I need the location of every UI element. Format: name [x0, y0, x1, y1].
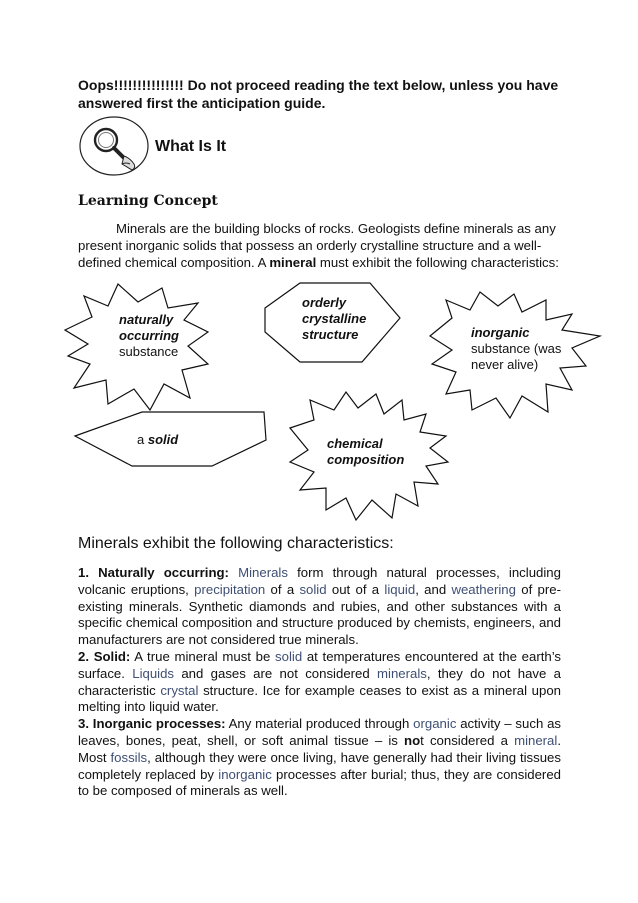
naturally-line1: naturally	[119, 312, 174, 327]
chemical-line1: chemical	[327, 436, 383, 451]
naturally-line2: occurring	[119, 328, 179, 343]
chemical-line2: composition	[327, 452, 405, 467]
characteristics-heading: Minerals exhibit the following characteristics:	[78, 535, 394, 552]
intro-paragraph: Minerals are the building blocks of rocks. Geologists define minerals as any present inorganic solids that possess an orderly crystalline structure and a well-defined chemical composition. A mineral must exhibit the following characteristics:	[78, 221, 559, 270]
inorganic-line1: inorganic	[471, 325, 530, 340]
naturally-occurring-label	[119, 312, 179, 360]
solid-label: a solid	[137, 432, 179, 447]
orderly-line3: structure	[302, 327, 359, 342]
characteristic-inorganic: 3. Inorganic processes: Any material produced through organic activity – such as leaves, bones, peat, shell, or soft animal tissue – is not considered a mineral. Most fossils, although they were once living, have generally had their living tissues completely replaced by inorganic processes after burial; thus, they are considered to be composed of minerals as well.	[78, 716, 562, 799]
inorganic-line3: never alive)	[471, 357, 539, 372]
inorganic-line2: substance (was	[471, 341, 562, 356]
characteristics-list	[78, 565, 561, 800]
section-title: Learning Concept	[78, 193, 218, 209]
chemical-composition-label	[327, 436, 404, 468]
characteristic-naturally-occurring: 1. Naturally occurring: Minerals form through natural processes, including volcanic eruptions, precipitation of a solid out of a liquid, and weathering of pre-existing minerals. Synthetic diamonds and rubies, and other substances with a specific chemical composition and structure produced by chemists, engineers, and manufacturers are not considered true minerals.	[78, 565, 561, 648]
characteristic-solid: 2. Solid: A true mineral must be solid at temperatures encountered at the earth’s surface. Liquids and gases are not considered minerals, they do not have a characteristic crystal structure. Ice for example ceases to exist as a mineral upon melting into liquid water.	[78, 648, 562, 715]
orderly-structure-label	[302, 295, 366, 343]
warning-text: Oops!!!!!!!!!!!!!!! Do not proceed reading the text below, unless you have answered first the anticipation guide.	[78, 77, 559, 111]
orderly-line1: orderly	[302, 295, 347, 310]
page-title: What Is It	[155, 138, 227, 155]
inorganic-label	[471, 325, 561, 373]
orderly-line2: crystalline	[302, 311, 367, 326]
naturally-line3: substance	[119, 344, 179, 359]
